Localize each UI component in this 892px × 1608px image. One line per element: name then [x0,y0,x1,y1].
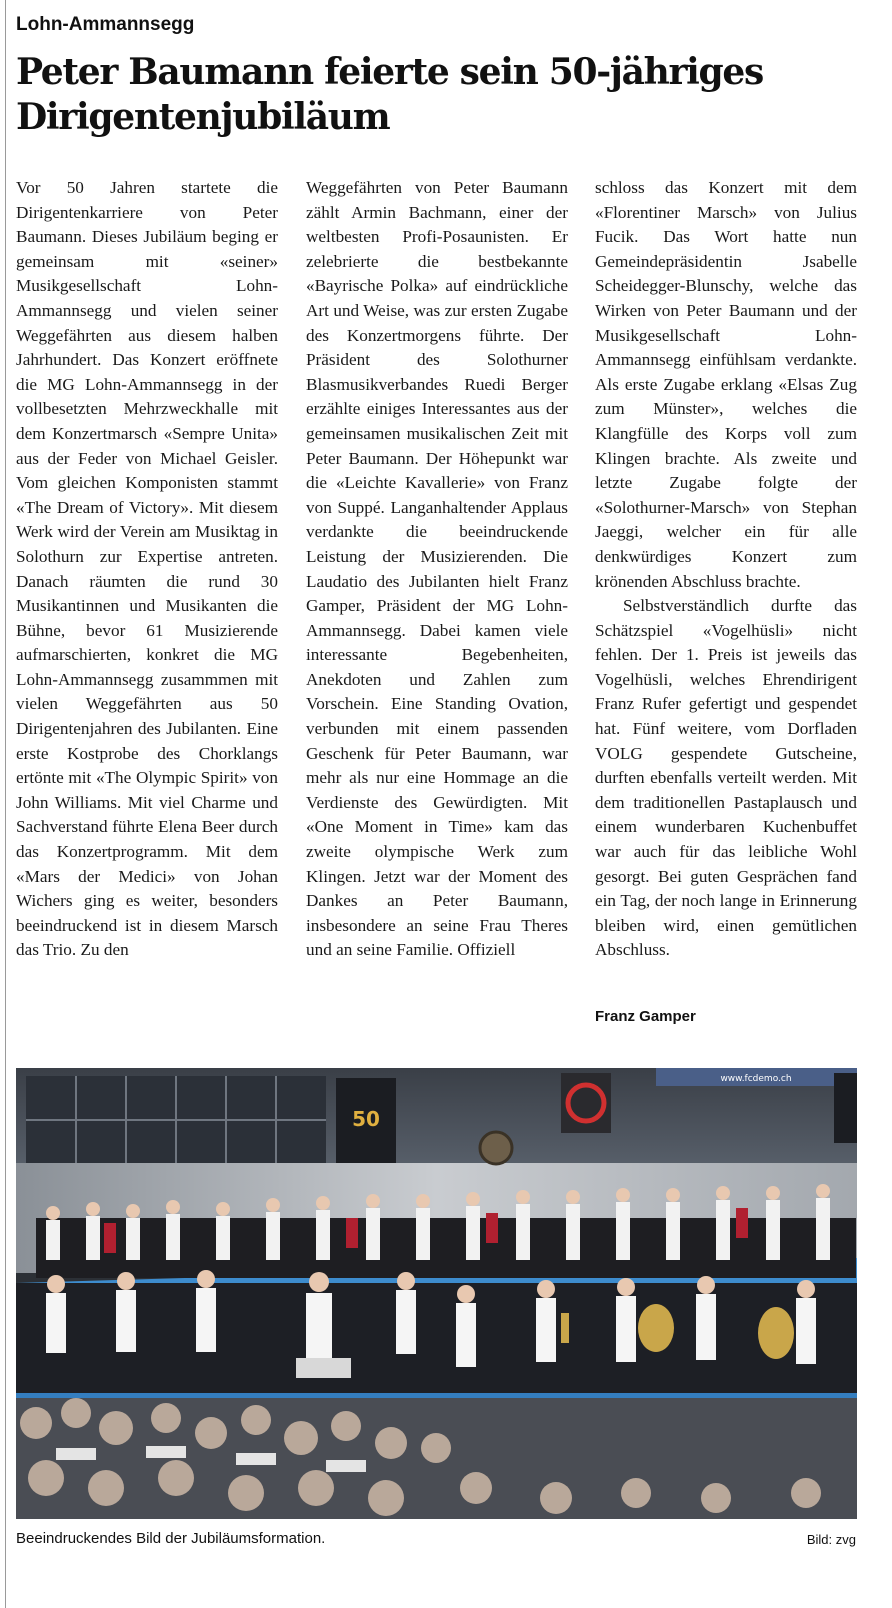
byline-author: Franz Gamper [595,1008,696,1025]
paragraph: Selbstverständlich durfte das Schätzspiel «Vogelhüsli» nicht fehlen. Der 1. Preis ist jeweils das Vogelhüsli, welches Ehrendirigent Franz Rufer gefertigt und gespendet hat. Fünf weitere, vom Dorfladen VOLG gespendete Gutscheine, durften ebenfalls verteilt werden. Mit dem traditionellen Pastaplausch und einem wunderbaren Kuchenbuffet war auch für das leibliche Wohl gesorgt. Bei guten Gesprächen fand ein Tag, der noch lange in Erinnerung bleiben wird, einen gemütlichen Abschluss. [595,596,857,960]
article-column-3 [595,176,857,1018]
left-column-rule [5,0,6,1608]
article-column-2 [306,176,568,1038]
banner-url-text: www.fcdemo.ch [720,1074,792,1084]
banner-number-text: 50 [352,1107,380,1131]
concert-photo-illustration [16,1068,857,1519]
headline: Peter Baumann feierte sein 50-jähriges Dirigentenjubiläum [16,51,763,138]
photo-caption: Beeindruckendes Bild der Jubiläumsformation. [16,1530,326,1547]
paragraph: schloss das Konzert mit dem «Florentiner Marsch» von Julius Fucik. Das Wort hatte nun Gemeindepräsidentin Jsabelle Scheidegger-Blunschy, welche das Wirken von Peter Baumann und der Musikgesellschaft Lohn-Ammannsegg einfühlsam verdankte. Als erste Zugabe erklang «Elsas Zug zum Münster», welches die Klangfülle des Korps voll zum Klingen brachte. Als zweite und letzte Zugabe folgte der «Solothurner-Marsch» von Stephan Jaeggi, welcher ein für alle denkwürdiges Konzert zum krönenden Abschluss brachte. [595,178,857,591]
audience [16,1398,857,1519]
paragraph: Weggefährten von Peter Baumann zählt Armin Bachmann, einer der weltbesten Profi-Posaunisten. Er zelebrierte die bestbekannte «Bayrische Polka» auf eindrückliche Art und Weise, was zur ersten Zugabe des Konzertmorgens führte. Der Präsident des Solothurner Blasmusikverbandes Ruedi Berger erzählte einiges Interessantes aus der gemeinsamen musikalischen Zeit mit Peter Baumann. Der Höhepunkt war die «Leichte Kavallerie» von Franz von Suppé. Langanhaltender Applaus verdankte die beeindruckende Leistung der Musizierenden. Die Laudatio des Jubilanten hielt Franz Gamper, Präsident der MG Lohn-Ammannsegg. Dabei kamen viele interessante Begebenheiten, Anekdoten und Zahlen zum Vorschein. Eine Standing Ovation, verbunden mit einem passenden Geschenk für Peter Baumann, war mehr als nur eine Hommage an die Verdienste des Gewürdigten. Mit «One Moment in Time» kam das zweite olympische Werk zum Klingen. Jetzt war der Moment des Dankes an Peter Baumann, insbesondere an seine Frau Theres und an seine Familie. Offiziell [306,178,568,960]
article-column-1 [16,176,278,1038]
paragraph: Vor 50 Jahren startete die Dirigentenkarriere von Peter Baumann. Dieses Jubiläum beging er gemeinsam mit «seiner» Musikgesellschaft Lohn-Ammannsegg und vielen seiner Weggefährten aus diesem halben Jahrhundert. Das Konzert eröffnete die MG Lohn-Ammannsegg in der vollbesetzten Mehrzweckhalle mit dem Konzertmarsch «Sempre Unita» aus der Feder von Michael Geisler. Vom gleichen Komponisten stammt «The Dream of Victory». Mit diesem Werk wird der Verein am Musiktag in Solothurn zur Expertise antreten. Danach räumten die rund 30 Musikantinnen und Musikanten die Bühne, bevor 61 Musizierende aufmarschierten, konkret die MG Lohn-Ammannsegg zusammmen mit vielen Weggefährten aus 50 Dirigentenjahren des Jubilanten. Eine erste Kostprobe des Chorklangs ertönte mit «The Olympic Spirit» von John Williams. Mit viel Charme und Sachverstand führte Elena Beer durch das Konzertprogramm. Mit dem «Mars der Medici» von Johan Wichers ging es weiter, besonders beeindruckend ist in diesem Marsch das Trio. Zu den [16,178,278,960]
kicker-location: Lohn-Ammannsegg [16,14,195,35]
concert-photo [16,1068,857,1519]
photo-credit: Bild: zvg [806,1532,856,1547]
